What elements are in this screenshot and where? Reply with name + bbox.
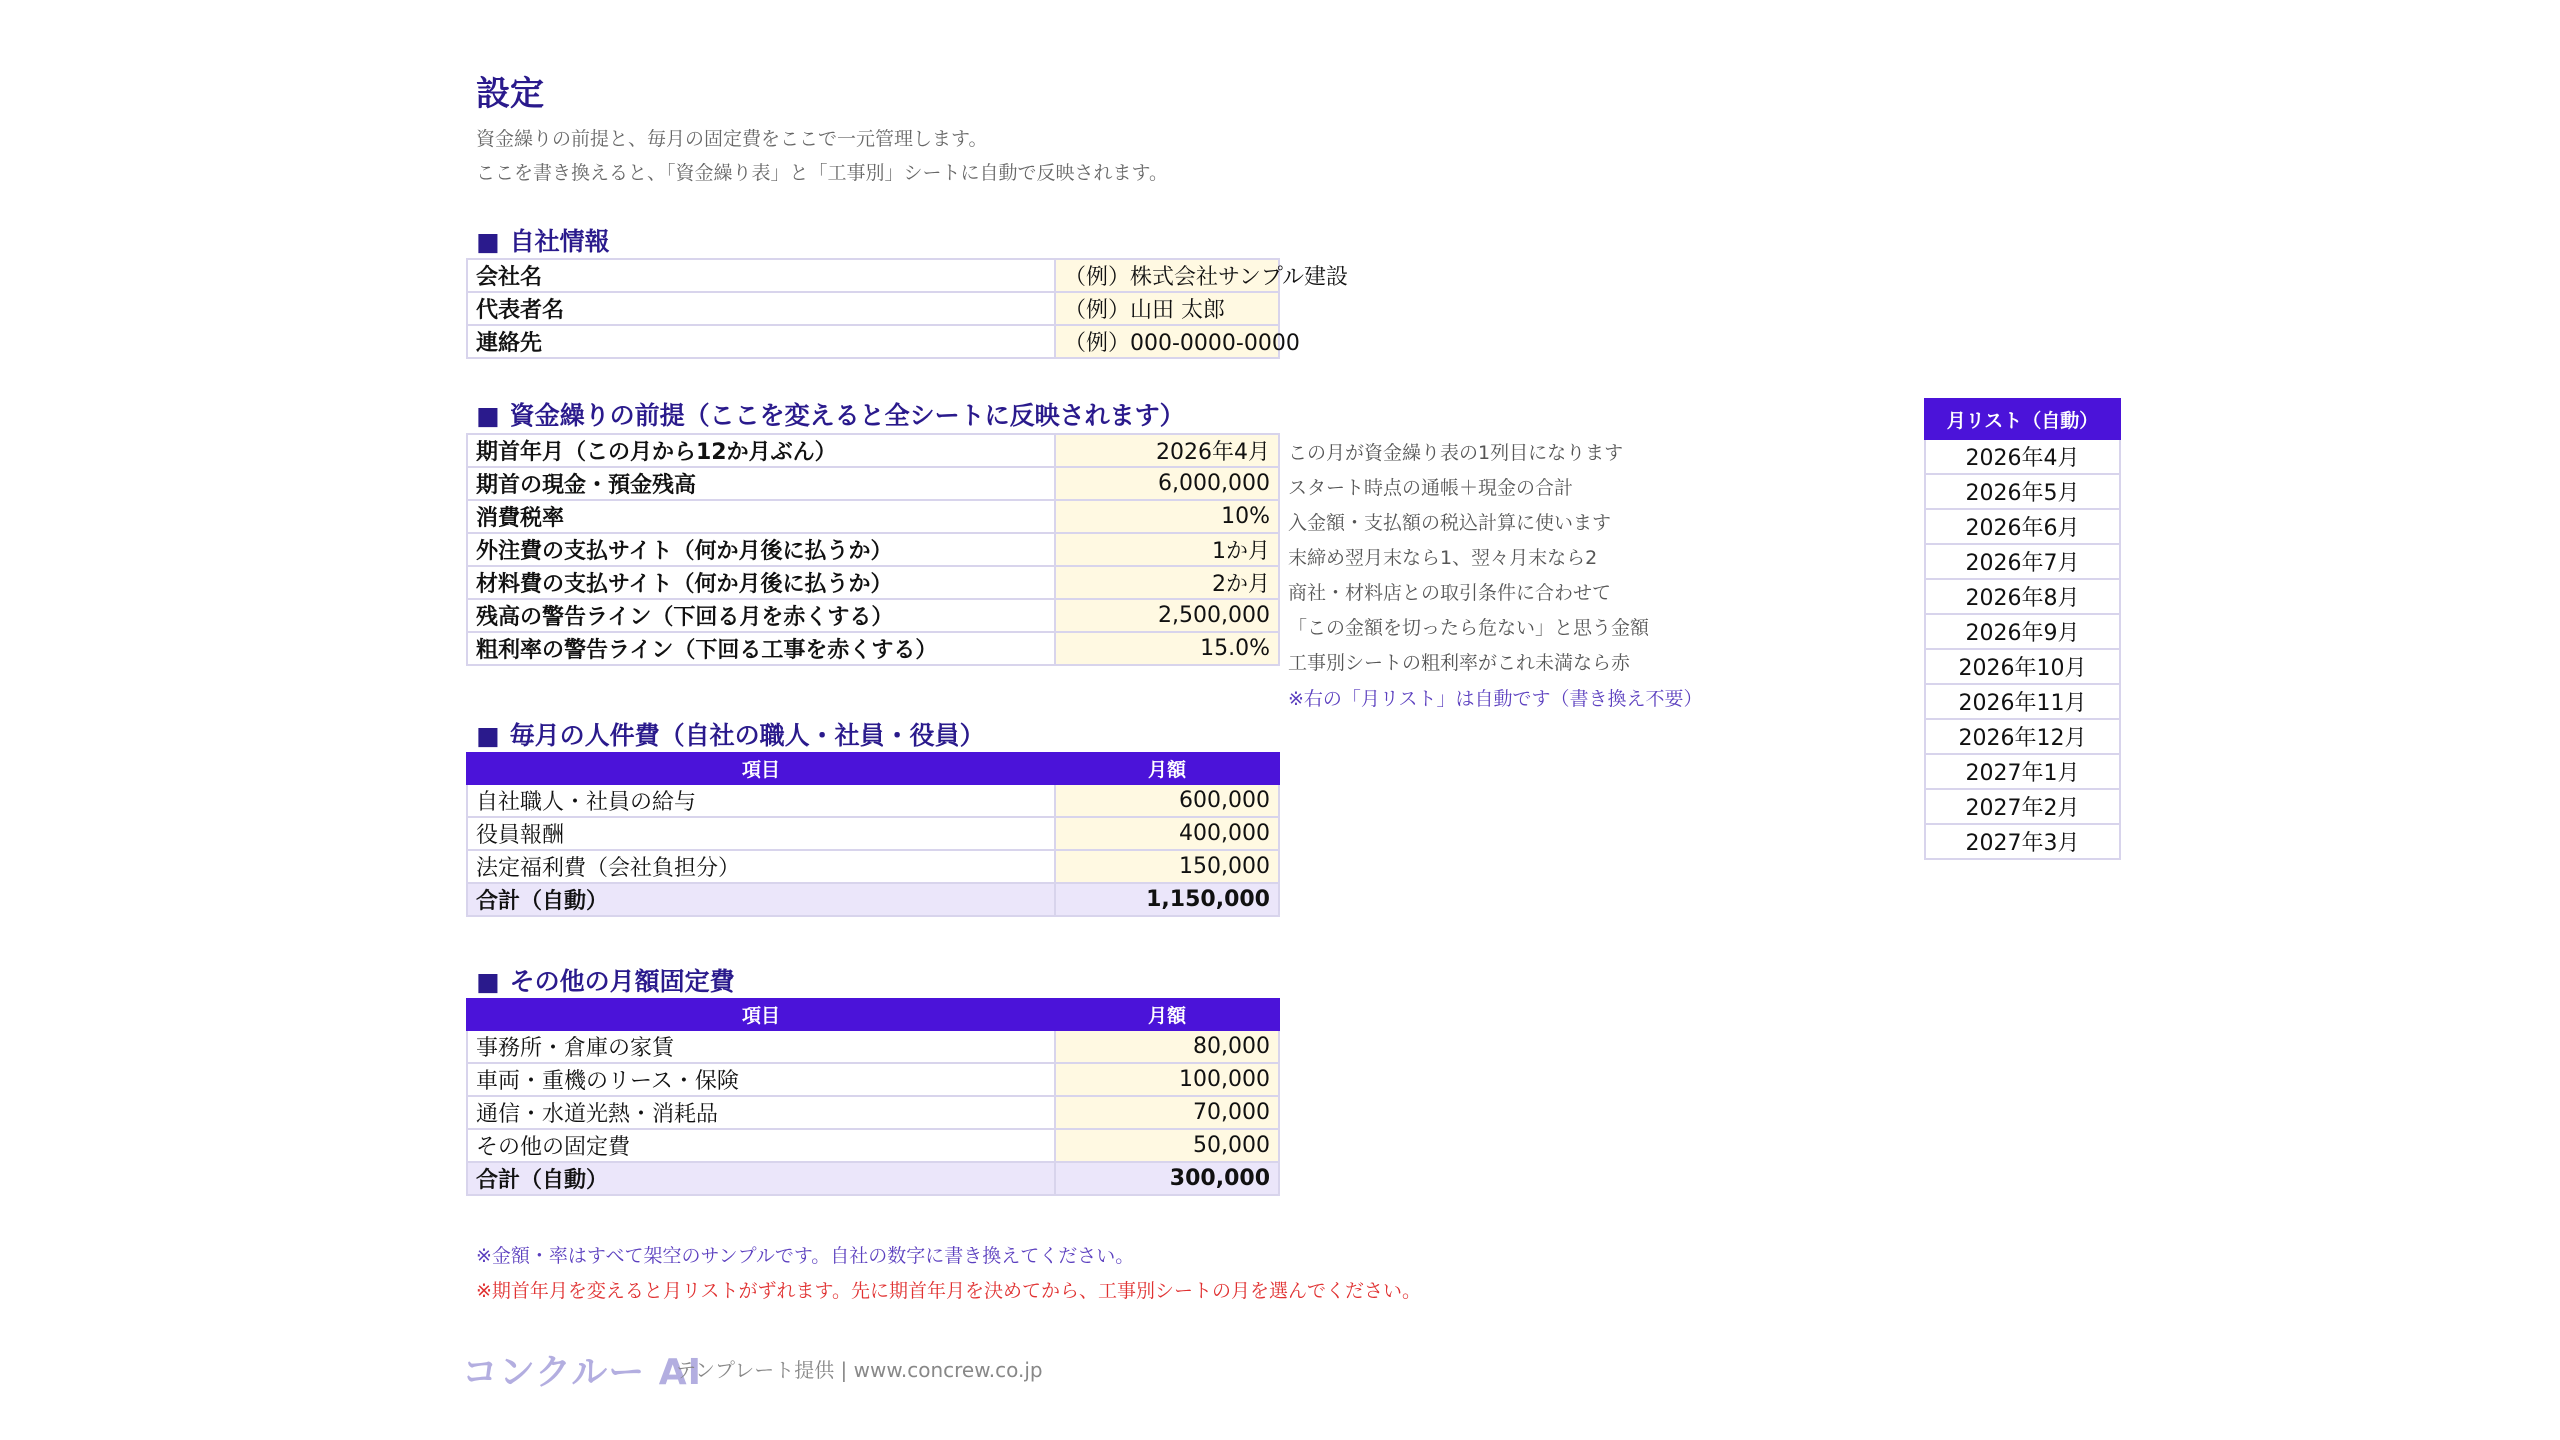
representative-label: 代表者名 — [467, 292, 1055, 325]
table-row — [467, 599, 1279, 632]
fixed-amount-input[interactable]: 80,000 — [1055, 1030, 1279, 1063]
company-name-label: 会社名 — [467, 259, 1055, 292]
premise-note: 入金額・支払額の税込計算に使います — [1288, 512, 1612, 534]
month-list-item: 2026年8月 — [1925, 579, 2120, 614]
premise-label: 期首年月（この月から12か月ぶん） — [467, 434, 1055, 467]
month-list-item: 2026年5月 — [1925, 474, 2120, 509]
start-month-input[interactable]: 2026年4月 — [1055, 434, 1279, 467]
column-header-item: 項目 — [467, 753, 1055, 784]
month-list-item: 2026年9月 — [1925, 614, 2120, 649]
table-row — [467, 292, 1279, 325]
tax-rate-input[interactable]: 10% — [1055, 500, 1279, 533]
premise-note: 「この金額を切ったら危ない」と思う金額 — [1288, 617, 1650, 639]
premise-note: この月が資金繰り表の1列目になります — [1288, 442, 1624, 464]
section-heading-company: ■ 自社情報 — [476, 227, 610, 256]
table-row — [467, 850, 1279, 883]
table-row — [467, 325, 1279, 358]
table-row — [467, 500, 1279, 533]
opening-balance-input[interactable]: 6,000,000 — [1055, 467, 1279, 500]
section-heading-premise: ■ 資金繰りの前提（ここを変えると全シートに反映されます） — [476, 401, 1185, 430]
square-bullet-icon: ■ — [476, 401, 500, 430]
premise-label: 外注費の支払サイト（何か月後に払うか） — [467, 533, 1055, 566]
section-heading-labor: ■ 毎月の人件費（自社の職人・社員・役員） — [476, 721, 985, 750]
company-table — [466, 258, 1349, 359]
month-list-item: 2026年11月 — [1925, 684, 2120, 719]
table-row — [467, 467, 1279, 500]
sample-note: ※金額・率はすべて架空のサンプルです。自社の数字に書き換えてください。 — [476, 1245, 1135, 1267]
month-list-item: 2026年6月 — [1925, 509, 2120, 544]
warning-note: ※期首年月を変えると月リストがずれます。先に期首年月を決めてから、工事別シートの月を選んでください。 — [476, 1280, 1422, 1302]
fixed-item-label: その他の固定費 — [467, 1129, 1055, 1162]
labor-item-label: 役員報酬 — [467, 817, 1055, 850]
fixed-amount-input[interactable]: 100,000 — [1055, 1063, 1279, 1096]
fixed-item-label: 通信・水道光熱・消耗品 — [467, 1096, 1055, 1129]
contact-label: 連絡先 — [467, 325, 1055, 358]
labor-item-label: 自社職人・社員の給与 — [467, 784, 1055, 817]
contact-input[interactable]: （例）000-0000-0000 — [1055, 325, 1279, 358]
representative-input[interactable]: （例）山田 太郎 — [1055, 292, 1279, 325]
fixed-amount-input[interactable]: 70,000 — [1055, 1096, 1279, 1129]
premise-label: 期首の現金・預金残高 — [467, 467, 1055, 500]
page-description-2: ここを書き換えると、「資金繰り表」と「工事別」シートに自動で反映されます。 — [476, 162, 1168, 184]
month-list-header: 月リスト（自動） — [1925, 399, 2120, 439]
table-row — [467, 1063, 1279, 1096]
premise-note: スタート時点の通帳＋現金の合計 — [1288, 477, 1574, 499]
table-row — [467, 1096, 1279, 1129]
fixed-cost-table — [466, 998, 1280, 1196]
column-header-amount: 月額 — [1055, 999, 1279, 1030]
premise-note: 末締め翌月末なら1、翌々月末なら2 — [1288, 547, 1598, 569]
month-list-item: 2026年4月 — [1925, 439, 2120, 474]
month-list-item: 2027年1月 — [1925, 754, 2120, 789]
labor-amount-input[interactable]: 150,000 — [1055, 850, 1279, 883]
premise-note: 工事別シートの粗利率がこれ未満なら赤 — [1288, 652, 1631, 674]
template-credit: テンプレート提供 | www.concrew.co.jp — [676, 1358, 1043, 1382]
fixed-total-label: 合計（自動） — [467, 1162, 1055, 1195]
section-heading-fixed: ■ その他の月額固定費 — [476, 967, 735, 996]
month-list-item: 2026年10月 — [1925, 649, 2120, 684]
labor-amount-input[interactable]: 600,000 — [1055, 784, 1279, 817]
labor-amount-input[interactable]: 400,000 — [1055, 817, 1279, 850]
square-bullet-icon: ■ — [476, 967, 500, 996]
premise-label: 消費税率 — [467, 500, 1055, 533]
month-list-item: 2026年12月 — [1925, 719, 2120, 754]
month-list-item: 2027年2月 — [1925, 789, 2120, 824]
premise-label: 粗利率の警告ライン（下回る工事を赤くする） — [467, 632, 1055, 665]
month-list-table — [1924, 398, 2121, 860]
margin-warning-input[interactable]: 15.0% — [1055, 632, 1279, 665]
table-row — [467, 632, 1279, 665]
labor-total-label: 合計（自動） — [467, 883, 1055, 916]
premise-label: 残高の警告ライン（下回る月を赤くする） — [467, 599, 1055, 632]
month-list-item: 2026年7月 — [1925, 544, 2120, 579]
subcontract-site-input[interactable]: 1か月 — [1055, 533, 1279, 566]
square-bullet-icon: ■ — [476, 227, 500, 256]
concrew-logo: コンクルー AI — [462, 1352, 702, 1393]
table-row — [467, 784, 1279, 817]
table-row — [467, 566, 1279, 599]
table-row — [467, 817, 1279, 850]
square-bullet-icon: ■ — [476, 721, 500, 750]
table-row — [467, 1129, 1279, 1162]
company-name-input[interactable]: （例）株式会社サンプル建設 — [1055, 259, 1279, 292]
material-site-input[interactable]: 2か月 — [1055, 566, 1279, 599]
total-row — [467, 883, 1279, 916]
balance-warning-input[interactable]: 2,500,000 — [1055, 599, 1279, 632]
table-row — [467, 259, 1279, 292]
table-row — [467, 434, 1279, 467]
premise-table — [466, 433, 1280, 666]
fixed-amount-input[interactable]: 50,000 — [1055, 1129, 1279, 1162]
column-header-amount: 月額 — [1055, 753, 1279, 784]
table-header-row — [467, 999, 1279, 1030]
fixed-item-label: 事務所・倉庫の家賃 — [467, 1030, 1055, 1063]
page-description-1: 資金繰りの前提と、毎月の固定費をここで一元管理します。 — [476, 128, 988, 150]
table-row — [467, 533, 1279, 566]
labor-table — [466, 752, 1280, 917]
labor-item-label: 法定福利費（会社負担分） — [467, 850, 1055, 883]
labor-total-value: 1,150,000 — [1055, 883, 1279, 916]
page-title: 設定 — [476, 74, 544, 114]
column-header-item: 項目 — [467, 999, 1055, 1030]
fixed-item-label: 車両・重機のリース・保険 — [467, 1063, 1055, 1096]
premise-note: 商社・材料店との取引条件に合わせて — [1288, 582, 1612, 604]
fixed-total-value: 300,000 — [1055, 1162, 1279, 1195]
table-row — [467, 1030, 1279, 1063]
total-row — [467, 1162, 1279, 1195]
table-header-row — [467, 753, 1279, 784]
month-list-item: 2027年3月 — [1925, 824, 2120, 859]
month-list-note: ※右の「月リスト」は自動です（書き換え不要） — [1288, 688, 1703, 710]
premise-label: 材料費の支払サイト（何か月後に払うか） — [467, 566, 1055, 599]
